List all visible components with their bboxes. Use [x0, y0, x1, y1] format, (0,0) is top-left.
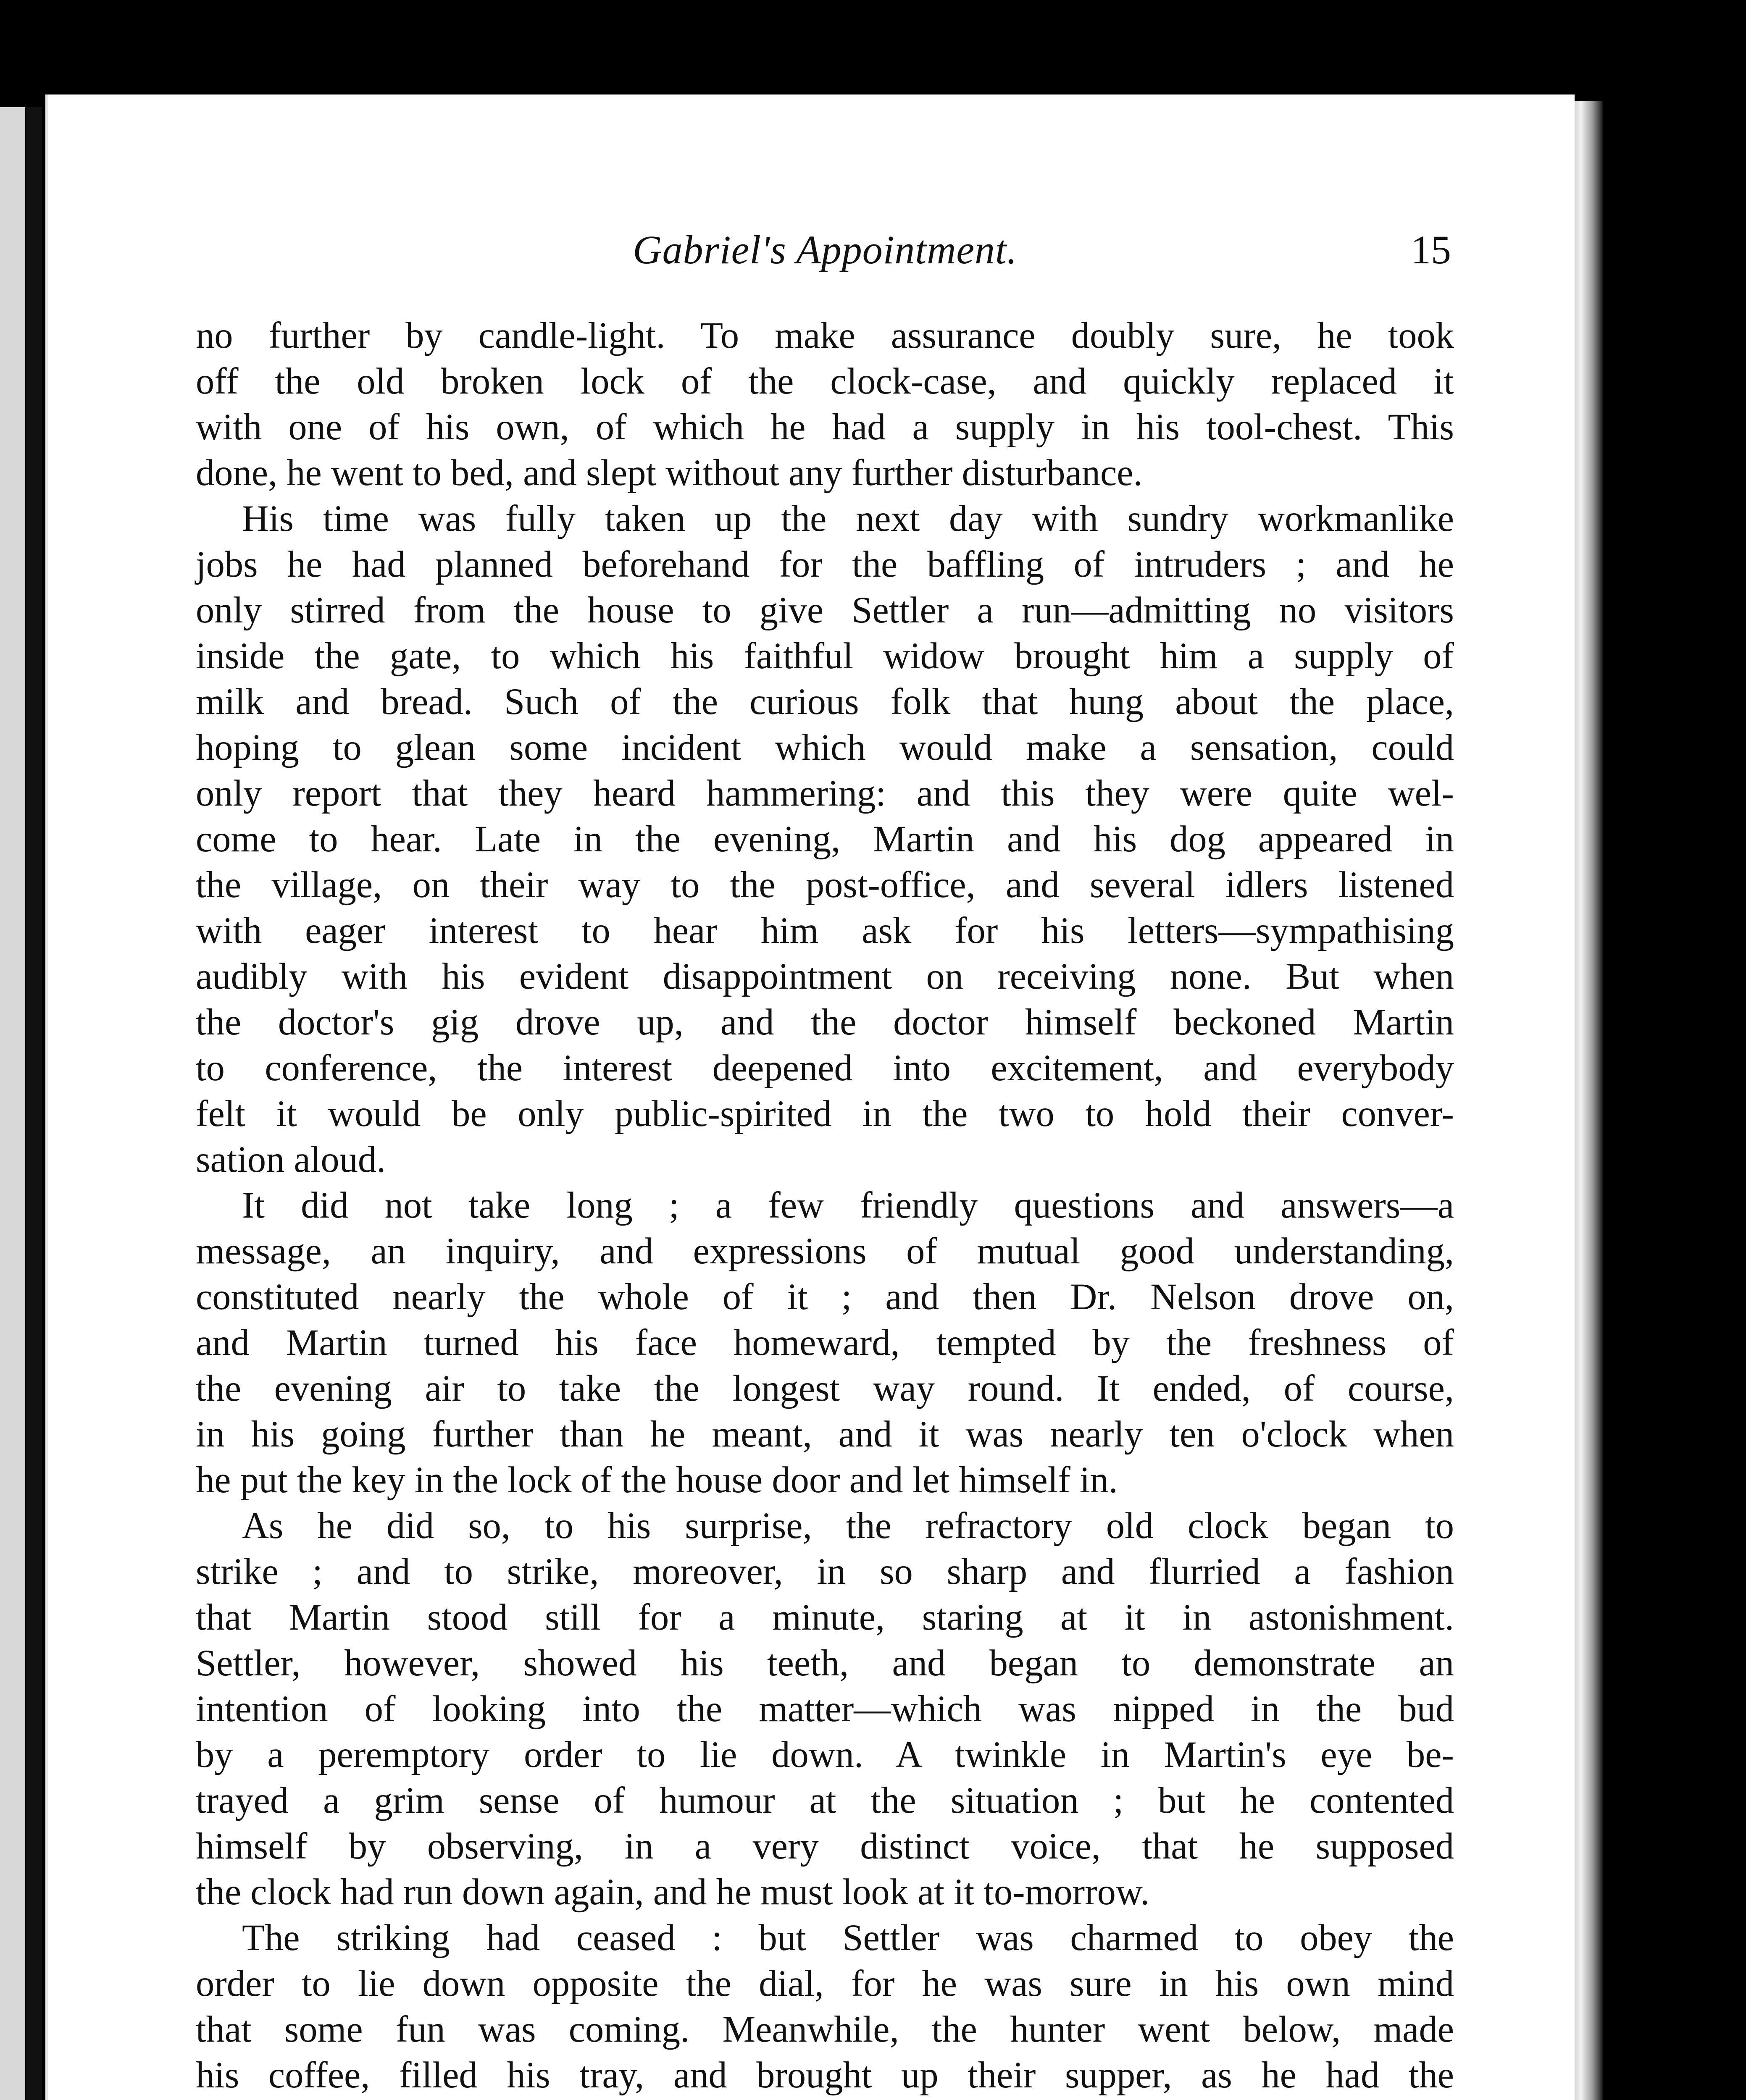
text-line: with one of his own, of which he had a supply in his tool-chest. This [196, 407, 1454, 448]
text-line: jobs he had planned beforehand for the baffling of intruders ; and he [196, 544, 1454, 585]
paragraph [196, 1183, 1454, 1503]
text-line: and Martin turned his face homeward, tempted by the freshness of [196, 1322, 1454, 1363]
text-line: Settler, however, showed his teeth, and began to demonstrate an [196, 1643, 1454, 1684]
text-line [196, 2098, 1454, 2100]
page-number: 15 [1411, 227, 1451, 272]
text-line: His time was fully taken up the next day with sundry workmanlike [242, 498, 1454, 539]
text-line: done, he went to bed, and slept without any further disturbance. [196, 452, 1143, 494]
text-line: the village, on their way to the post-office, and several idlers listened [196, 864, 1454, 906]
text-line: the clock had run down again, and he must look at it to-morrow. [196, 1872, 1150, 1913]
text-line: only stirred from the house to give Settler a run—admitting no visitors [196, 590, 1454, 631]
text-line: to conference, the interest deepened into excitement, and everybody [196, 1047, 1454, 1089]
paragraph [196, 1503, 1454, 1915]
text-line: no further by candle-light. To make assurance doubly sure, he took [196, 315, 1454, 356]
text-line: hoping to glean some incident which would make a sensation, could [196, 727, 1454, 768]
text-line: message, an inquiry, and expressions of mutual good understanding, [196, 1231, 1454, 1272]
paragraph [196, 496, 1454, 1183]
text-line: trayed a grim sense of humour at the situation ; but he contented [196, 1780, 1454, 1821]
text-line: The striking had ceased : but Settler was charmed to obey the [242, 1917, 1454, 1958]
text-line: with eager interest to hear him ask for his letters—sympathising [196, 910, 1454, 951]
paragraph [196, 313, 1454, 496]
text-line: milk and bread. Such of the curious folk that hung about the place, [196, 681, 1454, 722]
text-line: only report that they heard hammering: and this they were quite wel- [196, 773, 1454, 814]
text-line: he put the key in the lock of the house door and let himself in. [196, 1460, 1118, 1501]
text-line: his coffee, filled his tray, and brought up their supper, as he had the [196, 2055, 1454, 2096]
text-line: inside the gate, to which his faithful widow brought him a supply of [196, 635, 1454, 677]
text-line: by a peremptory order to lie down. A twinkle in Martin's eye be- [196, 1734, 1454, 1775]
text-line: that Martin stood still for a minute, staring at it in astonishment. [196, 1597, 1454, 1638]
text-line: intention of looking into the matter—which was nipped in the bud [196, 1688, 1454, 1730]
facing-page-edge [0, 107, 25, 2100]
text-line: felt it would be only public-spirited in the two to hold their conver- [196, 1093, 1454, 1134]
text-line: As he did so, to his surprise, the refractory old clock began to [242, 1505, 1454, 1546]
paragraph [196, 1915, 1454, 2100]
text-line: constituted nearly the whole of it ; and then Dr. Nelson drove on, [196, 1276, 1454, 1318]
text-line: that some fun was coming. Meanwhile, the hunter went below, made [196, 2009, 1454, 2050]
gutter-shadow [25, 107, 42, 2100]
text-line: himself by observing, in a very distinct voice, that he supposed [196, 1826, 1454, 1867]
text-line: strike ; and to strike, moreover, in so sharp and flurried a fashion [196, 1551, 1454, 1592]
text-line: order to lie down opposite the dial, for he was sure in his own mind [196, 1963, 1454, 2004]
text-line: come to hear. Late in the evening, Martin and his dog appeared in [196, 819, 1454, 860]
text-line: the doctor's gig drove up, and the doctor himself beckoned Martin [196, 1002, 1454, 1043]
text-line: sation aloud. [196, 1139, 386, 1180]
body-text [196, 313, 1454, 2100]
page [45, 94, 1575, 2100]
text-line: It did not take long ; a few friendly questions and answers—a [242, 1185, 1454, 1226]
text-line: in his going further than he meant, and it was nearly ten o'clock when [196, 1414, 1454, 1455]
text-line: off the old broken lock of the clock-case, and quickly replaced it [196, 361, 1454, 402]
running-title: Gabriel's Appointment. [633, 227, 1018, 272]
running-head [199, 225, 1451, 275]
text-line: audibly with his evident disappointment on receiving none. But when [196, 956, 1454, 997]
text-line: the evening air to take the longest way round. It ended, of course, [196, 1368, 1454, 1409]
